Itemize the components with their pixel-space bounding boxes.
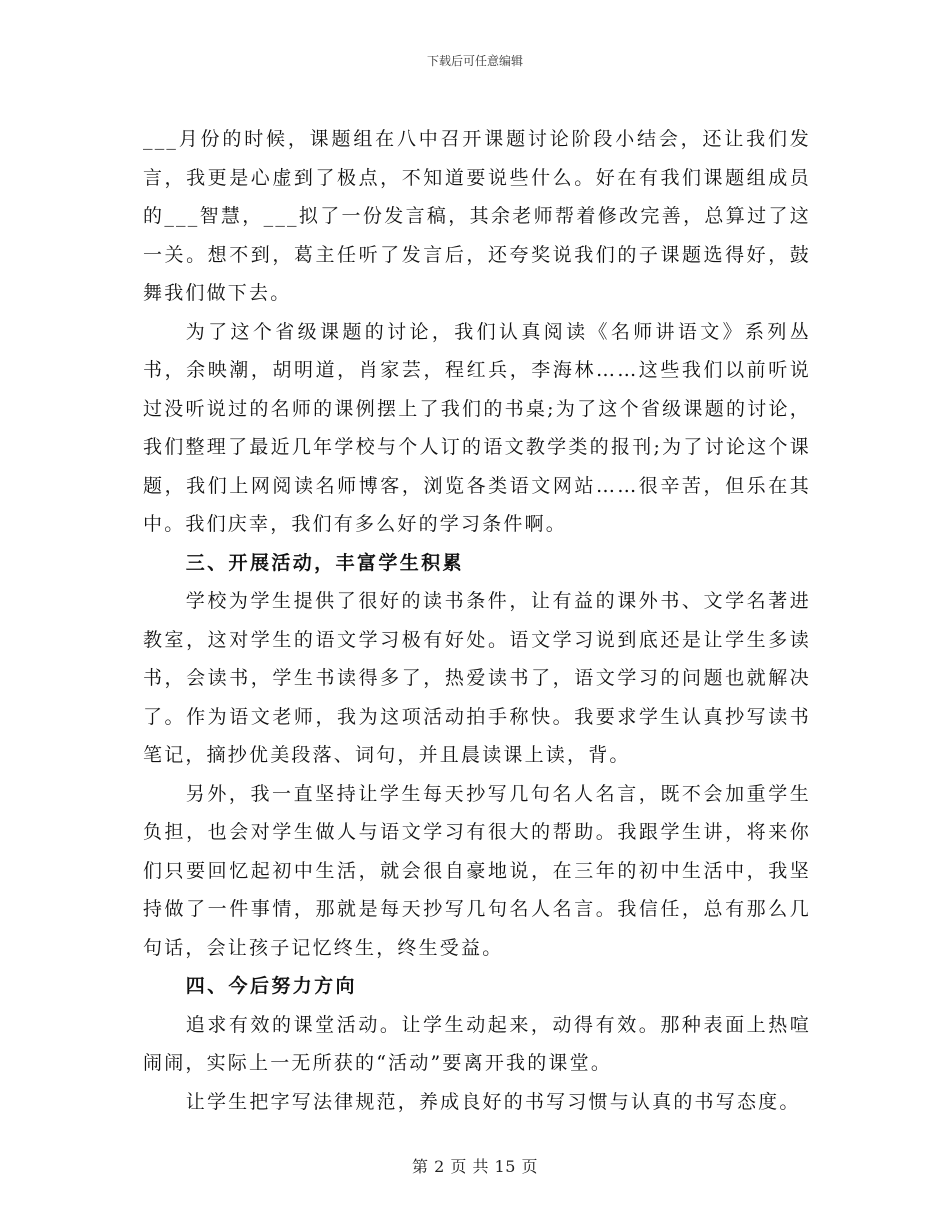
page-number: 第 2 页 共 15 页 bbox=[412, 1157, 538, 1176]
page-header-note: 下载后可任意编辑 bbox=[426, 54, 523, 68]
paragraph-2: 为了这个省级课题的讨论，我们认真阅读《名师讲语文》系列丛书，余映潮，胡明道，肖家芸，程红兵，李海林……这些我们以前听说过没听说过的名师的课例摆上了我们的书桌;为了这个省级课题的讨论，我们整理了最近几年学校与个人订的语文教学类的报刊;为了讨论这个课题，我们上网阅读名师博客，浏览各类语文网站……很辛苦，但乐在其中。我们庆幸，我们有多么好的学习条件啊。 bbox=[143, 320, 811, 535]
paragraph-4: 另外，我一直坚持让学生每天抄写几句名人名言，既不会加重学生负担，也会对学生做人与语文学习有很大的帮助。我跟学生讲，将来你们只要回忆起初中生活，就会很自豪地说，在三年的初中生活中，我坚持做了一件事情，那就是每天抄写几句名人名言。我信任，总有那么几句话，会让孩子记忆终生，终生受益。 bbox=[143, 782, 811, 959]
paragraph-3: 学校为学生提供了很好的读书条件，让有益的课外书、文学名著进教室，这对学生的语文学习极有好处。语文学习说到底还是让学生多读书，会读书，学生书读得多了，热爱读书了，语文学习的问题也就解决了。作为语文老师，我为这项活动拍手称快。我要求学生认真抄写读书笔记，摘抄优美段落、词句，并且晨读课上读，背。 bbox=[143, 590, 811, 766]
document-body bbox=[143, 120, 811, 1121]
paragraph-6: 让学生把字写法律规范，养成良好的书写习惯与认真的书写态度。 bbox=[185, 1090, 801, 1113]
paragraph-1: ___月份的时候，课题组在八中召开课题讨论阶段小结会，还让我们发言，我更是心虚到了极点，不知道要说些什么。好在有我们课题组成员的___智慧，___拟了一份发言稿，其余老师帮着修改完善，总算过了这一关。想不到，葛主任听了发言后，还夸奖说我们的子课题选得好，鼓舞我们做下去。 bbox=[143, 128, 811, 304]
section-heading-4: 四、今后努力方向 bbox=[185, 975, 357, 997]
paragraph-5: 追求有效的课堂活动。让学生动起来，动得有效。那种表面上热喧闹闹，实际上一无所获的“活动”要离开我的课堂。 bbox=[143, 1013, 811, 1074]
section-heading-3: 三、开展活动，丰富学生积累 bbox=[185, 551, 464, 574]
